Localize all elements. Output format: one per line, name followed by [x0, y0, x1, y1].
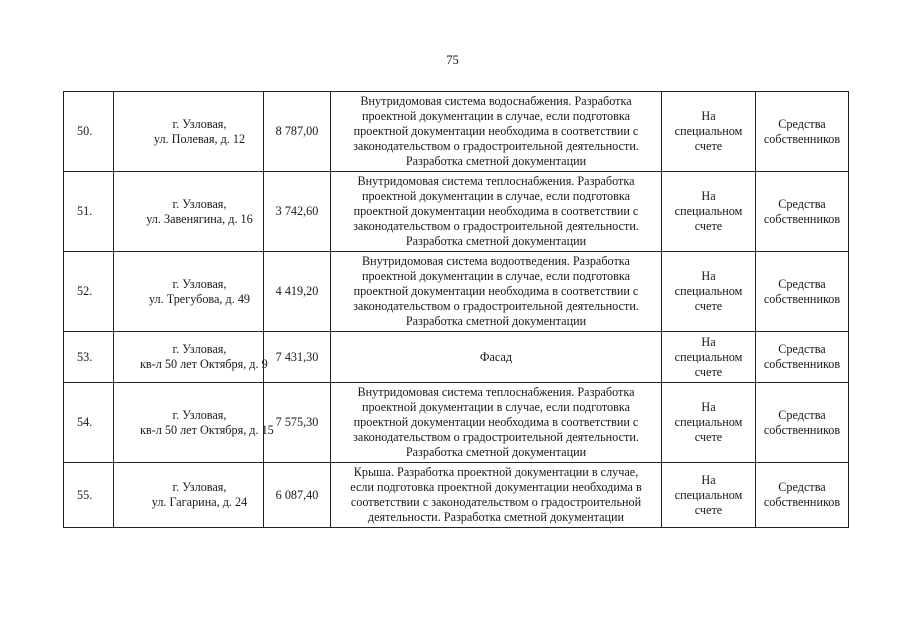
- address-line: г. Узловая,: [172, 480, 227, 494]
- work-description-cell: [331, 252, 662, 332]
- source-line: собственников: [763, 211, 841, 226]
- account-line: На: [701, 109, 716, 123]
- row-number-cell: 51.: [64, 172, 114, 252]
- account-cell: [662, 252, 756, 332]
- account-line: На: [701, 472, 716, 487]
- source-line: Средства: [778, 342, 826, 356]
- account-line: счете: [694, 299, 723, 313]
- source-line: собственников: [763, 131, 841, 146]
- work-line: проектной документации в случае, если подготовка: [361, 189, 631, 203]
- account-line: счете: [694, 364, 723, 379]
- work-line: проектной документации необходима в соответствии с: [353, 124, 639, 138]
- work-line: соответствии с законодательством о градостроительной: [350, 495, 642, 509]
- source-line: Средства: [778, 480, 826, 494]
- amount-cell: 7 431,30: [264, 332, 331, 383]
- table-row: [64, 92, 849, 172]
- account-cell: [662, 383, 756, 463]
- account-line: счете: [694, 139, 723, 153]
- row-number-cell: 54.: [64, 383, 114, 463]
- account-line: счете: [694, 219, 723, 233]
- work-line: законодательством о градостроительной деятельности.: [353, 430, 639, 444]
- account-line: счете: [694, 502, 723, 517]
- works-table: [63, 91, 849, 528]
- account-line: счете: [694, 430, 723, 444]
- address-cell: [114, 172, 264, 252]
- source-line: Средства: [778, 407, 826, 422]
- account-line: специальном: [674, 349, 743, 364]
- account-cell: [662, 172, 756, 252]
- row-number-cell: 50.: [64, 92, 114, 172]
- work-description-cell: [331, 463, 662, 528]
- funding-source-cell: [756, 332, 849, 383]
- work-line: деятельности. Разработка сметной документации: [367, 510, 625, 524]
- work-line: Внутридомовая система теплоснабжения. Разработка: [357, 174, 635, 188]
- address-line: г. Узловая,: [172, 342, 227, 356]
- account-line: На: [701, 400, 716, 414]
- work-line: Фасад: [479, 349, 513, 364]
- source-line: собственников: [763, 495, 841, 509]
- account-line: специальном: [674, 284, 743, 298]
- row-number-cell: 52.: [64, 252, 114, 332]
- funding-source-cell: [756, 463, 849, 528]
- account-line: специальном: [674, 204, 743, 218]
- work-line: проектной документации в случае, если подготовка: [361, 109, 631, 123]
- account-line: специальном: [674, 124, 743, 138]
- row-number-cell: 55.: [64, 463, 114, 528]
- funding-source-cell: [756, 92, 849, 172]
- work-line: если подготовка проектной документации необходима в: [350, 480, 642, 494]
- work-line: законодательством о градостроительной деятельности.: [353, 139, 639, 153]
- address-cell: [114, 463, 264, 528]
- work-line: Внутридомовая система водоотведения. Разработка: [362, 254, 630, 268]
- address-line: г. Узловая,: [172, 407, 227, 422]
- work-description-cell: [331, 332, 662, 383]
- row-number-cell: 53.: [64, 332, 114, 383]
- account-line: На: [701, 334, 716, 349]
- address-line: ул. Трегубова, д. 49: [148, 291, 251, 306]
- account-cell: [662, 332, 756, 383]
- work-line: законодательством о градостроительной деятельности.: [353, 299, 639, 313]
- funding-source-cell: [756, 252, 849, 332]
- funding-source-cell: [756, 172, 849, 252]
- work-line: проектной документации необходима в соответствии с: [353, 415, 639, 429]
- source-line: Средства: [778, 116, 826, 131]
- table-body: [64, 92, 849, 528]
- work-line: Разработка сметной документации: [405, 314, 587, 328]
- account-cell: [662, 92, 756, 172]
- table-row: [64, 463, 849, 528]
- work-line: законодательством о градостроительной деятельности.: [353, 219, 639, 233]
- amount-cell: 4 419,20: [264, 252, 331, 332]
- source-line: Средства: [778, 196, 826, 211]
- source-line: собственников: [763, 422, 841, 437]
- source-line: собственников: [763, 357, 841, 371]
- address-cell: [114, 332, 268, 383]
- work-line: проектной документации необходима в соответствии с: [353, 284, 639, 298]
- amount-cell: 3 742,60: [264, 172, 331, 252]
- address-cell: [114, 92, 264, 172]
- address-line: кв-л 50 лет Октября, д. 9: [140, 357, 268, 371]
- table-row: [64, 252, 849, 332]
- address-line: г. Узловая,: [172, 116, 227, 131]
- address-line: ул. Полевая, д. 12: [153, 131, 246, 146]
- page-number: 75: [446, 53, 459, 67]
- table-row: [64, 332, 849, 383]
- work-description-cell: [331, 383, 662, 463]
- address-cell: [114, 252, 264, 332]
- table-row: [64, 172, 849, 252]
- address-line: кв-л 50 лет Октября, д. 15: [140, 422, 274, 437]
- account-line: На: [701, 269, 716, 283]
- work-line: проектной документации в случае, если подготовка: [361, 269, 631, 283]
- amount-cell: 7 575,30: [264, 383, 331, 463]
- account-line: специальном: [674, 487, 743, 502]
- address-line: г. Узловая,: [172, 196, 227, 211]
- work-line: проектной документации в случае, если подготовка: [361, 400, 631, 414]
- funding-source-cell: [756, 383, 849, 463]
- work-line: Внутридомовая система водоснабжения. Разработка: [360, 94, 632, 108]
- work-line: Крыша. Разработка проектной документации в случае,: [353, 465, 639, 479]
- amount-cell: 6 087,40: [264, 463, 331, 528]
- account-line: На: [701, 189, 716, 203]
- source-line: Средства: [778, 276, 826, 291]
- work-line: Внутридомовая система теплоснабжения. Разработка: [357, 385, 635, 399]
- table-row: [64, 383, 849, 463]
- work-description-cell: [331, 92, 662, 172]
- source-line: собственников: [763, 291, 841, 306]
- work-description-cell: [331, 172, 662, 252]
- account-line: специальном: [674, 415, 743, 429]
- work-line: Разработка сметной документации: [405, 445, 587, 459]
- address-line: г. Узловая,: [172, 276, 227, 291]
- address-line: ул. Завенягина, д. 16: [146, 211, 253, 226]
- account-cell: [662, 463, 756, 528]
- work-line: Разработка сметной документации: [405, 234, 587, 248]
- address-line: ул. Гагарина, д. 24: [151, 495, 248, 509]
- work-line: проектной документации необходима в соответствии с: [353, 204, 639, 218]
- address-cell: [114, 383, 274, 463]
- work-line: Разработка сметной документации: [405, 154, 587, 168]
- amount-cell: 8 787,00: [264, 92, 331, 172]
